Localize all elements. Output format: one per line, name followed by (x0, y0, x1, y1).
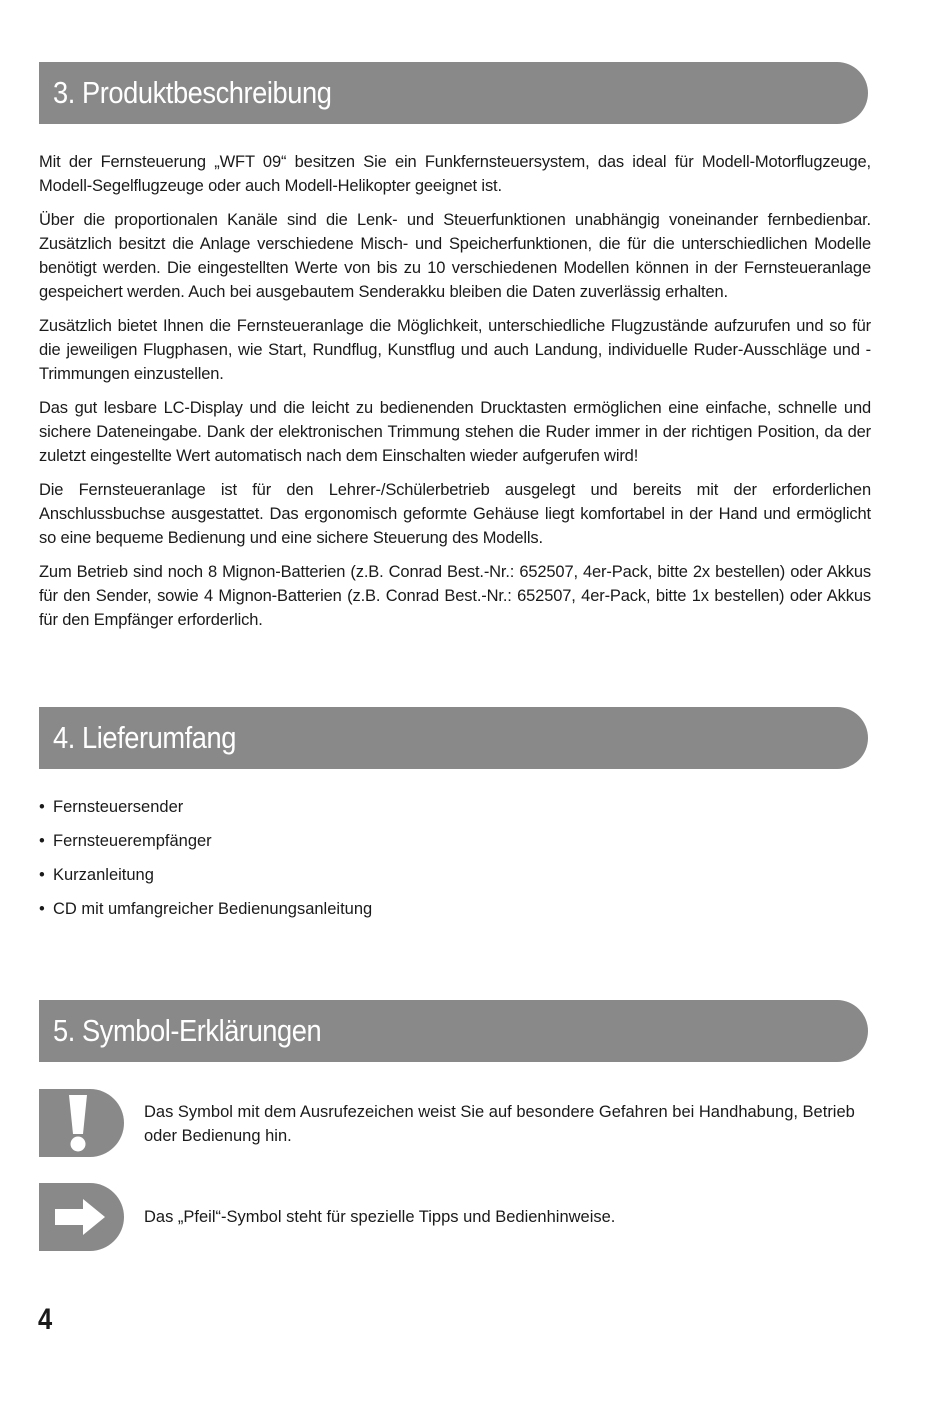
list-item-label: Fernsteuerempfänger (53, 832, 212, 850)
paragraph: Zusätzlich bietet Ihnen die Fernsteueranlage die Möglichkeit, unterschiedliche Flugzustände aufzurufen und so für die jeweiligen Flugphasen, wie Start, Rundflug, Kunstflug und auch Landung, individuelle Ruder-Ausschläge und -Trimmungen einzustellen. (39, 317, 871, 383)
symbol-row-tip (39, 1183, 871, 1253)
section-title: 3. Produktbeschreibung (53, 75, 332, 110)
lieferumfang-list (39, 795, 639, 931)
paragraph: Mit der Fernsteuerung „WFT 09“ besitzen Sie ein Funkfernsteuersystem, das ideal für Modell-Motorflugzeuge, Modell-Segelflugzeuge oder auch Modell-Helikopter geeignet ist. (39, 153, 871, 195)
produktbeschreibung-body (39, 150, 871, 642)
section-header-produktbeschreibung (39, 62, 868, 124)
list-item-label: Kurzanleitung (53, 866, 154, 884)
section-title: 4. Lieferumfang (53, 720, 236, 755)
list-item (39, 863, 639, 897)
list-item-label: CD mit umfangreicher Bedienungsanleitung (53, 900, 373, 918)
section-header-symbole (39, 1000, 868, 1062)
symbol-row-warning (39, 1089, 871, 1159)
arrow-right-icon (39, 1183, 124, 1251)
page-number: 4 (38, 1303, 53, 1336)
bullet: • (39, 832, 45, 850)
bullet: • (39, 900, 45, 918)
paragraph: Das gut lesbare LC-Display und die leicht zu bedienenden Drucktasten ermöglichen eine einfache, schnelle und sichere Dateneingabe. Dank der elektronischen Trimmung stehen die Ruder immer in der richtigen Position, da der zuletzt eingestellte Wert automatisch nach dem Einschalten wieder aufgerufen wird! (39, 399, 871, 465)
symbol-description: Das Symbol mit dem Ausrufezeichen weist Sie auf besondere Gefahren bei Handhabung, Betrieb oder Bedienung hin. (144, 1103, 855, 1145)
paragraph: Zum Betrieb sind noch 8 Mignon-Batterien (z.B. Conrad Best.-Nr.: 652507, 4er-Pack, bitte 2x bestellen) oder Akkus für den Sender, sowie 4 Mignon-Batterien (z.B. Conrad Best.-Nr.: 652507, 4er-Pack, bitte 1x bestellen) oder Akkus für den Empfänger erforderlich. (39, 563, 871, 629)
list-item-label: Fernsteuersender (53, 798, 184, 816)
list-item (39, 897, 639, 931)
exclamation-icon (39, 1089, 124, 1157)
bullet: • (39, 798, 45, 816)
paragraph: Über die proportionalen Kanäle sind die Lenk- und Steuerfunktionen unabhängig voneinander fernbedienbar. Zusätzlich besitzt die Anlage verschiedene Misch- und Speicherfunktionen, die für die unterschiedlichen Modelle benötigt werden. Die eingestellten Werte von bis zu 10 verschiedenen Modellen können in der Fernsteueranlage gespeichert werden. Auch bei ausgebautem Senderakku bleiben die Daten zuverlässig erhalten. (39, 211, 871, 301)
paragraph: Die Fernsteueranlage ist für den Lehrer-/Schülerbetrieb ausgelegt und bereits mit der erforderlichen Anschlussbuchse ausgestattet. Das ergonomisch geformte Gehäuse liegt komfortabel in der Hand und ermöglicht so eine bequeme Bedienung und eine sichere Steuerung des Modells. (39, 481, 871, 547)
symbol-description: Das „Pfeil“-Symbol steht für spezielle Tipps und Bedienhinweise. (144, 1208, 616, 1226)
bullet: • (39, 866, 45, 884)
list-item (39, 795, 639, 829)
section-title: 5. Symbol-Erklärungen (53, 1013, 322, 1048)
list-item (39, 829, 639, 863)
section-header-lieferumfang (39, 707, 868, 769)
